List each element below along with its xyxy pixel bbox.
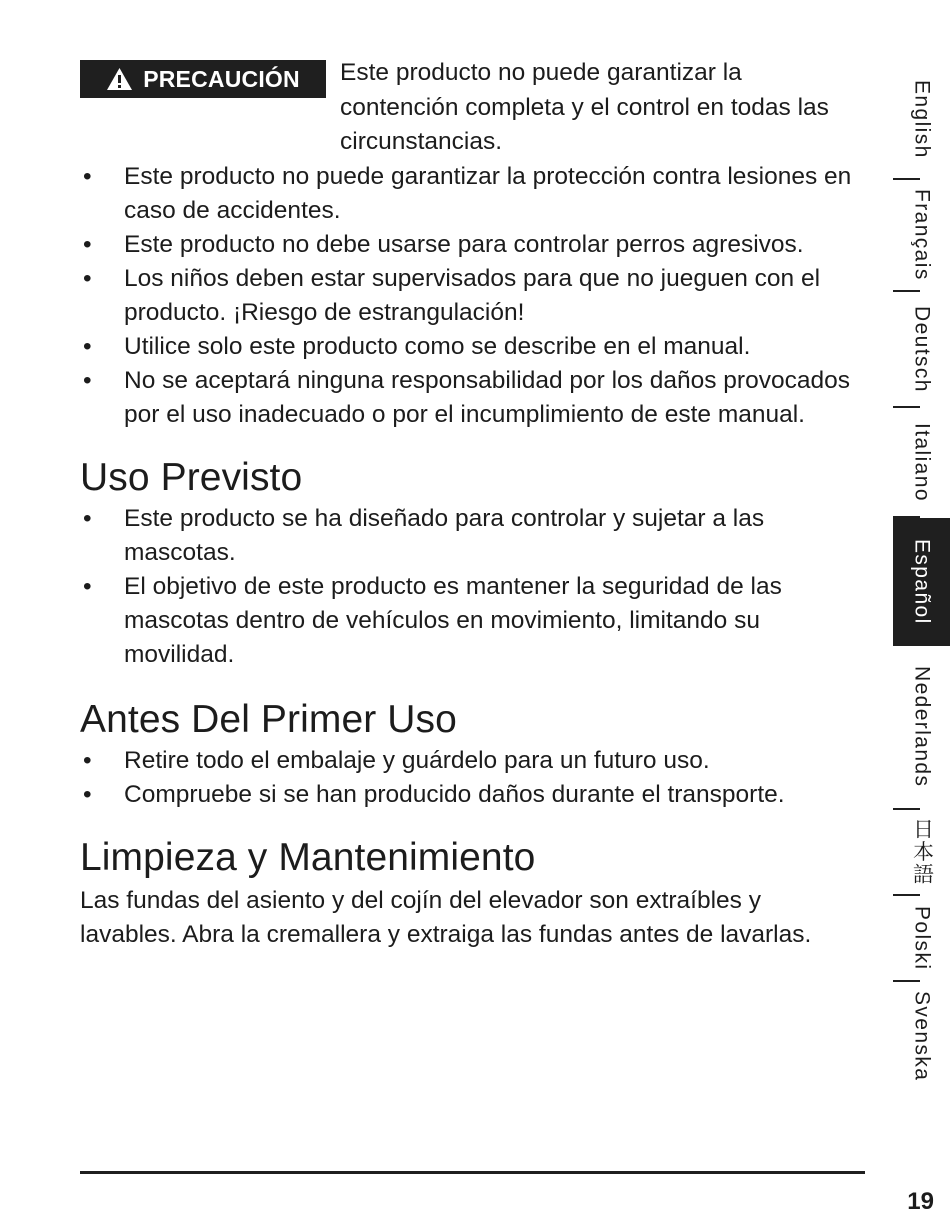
tab-polski[interactable] — [893, 896, 950, 980]
tab-label: English — [910, 79, 934, 159]
list-item-text: Utilice solo este producto como se describe en el manual. — [124, 332, 751, 360]
list-item-text: El objetivo de este producto es mantener la seguridad de las mascotas dentro de vehículos en movimiento, limitando su movilidad. — [124, 572, 782, 668]
list-item — [80, 778, 875, 812]
list-item-text: Este producto no debe usarse para controlar perros agresivos. — [124, 230, 804, 258]
caution-block — [80, 56, 875, 160]
tab-label: Deutsch — [910, 305, 934, 393]
list-item — [80, 744, 875, 778]
list-item-text: Este producto se ha diseñado para controlar y sujetar a las mascotas. — [124, 504, 765, 566]
language-tabs — [893, 60, 950, 1090]
page-number: 19 — [907, 1188, 934, 1215]
bullet-icon: • — [83, 780, 92, 808]
tab-english[interactable] — [893, 60, 950, 178]
section-heading-limpieza: Limpieza y Mantenimiento — [80, 835, 536, 879]
list-item-text: Compruebe si se han producido daños durante el transporte. — [124, 780, 785, 808]
list-item-text: Este producto no puede garantizar la protección contra lesiones en caso de accidentes. — [124, 162, 852, 224]
tab-francais[interactable] — [893, 180, 950, 290]
list-item — [80, 502, 875, 570]
list-item-text: No se aceptará ninguna responsabilidad por los daños provocados por el uso inadecuado o por el incumplimiento de este manual. — [124, 366, 850, 428]
list-item — [80, 262, 875, 330]
list-item — [80, 160, 875, 228]
tab-label: Nederlands — [910, 666, 934, 788]
tab-label: Français — [910, 189, 934, 281]
limpieza-paragraph: Las fundas del asiento y del cojín del elevador son extraíbles y lavables. Abra la cremallera y extraiga las fundas antes de lavarlas. — [80, 886, 812, 948]
bullet-icon: • — [83, 366, 92, 394]
list-item-text: Retire todo el embalaje y guárdelo para un futuro uso. — [124, 746, 710, 774]
list-item — [80, 570, 875, 672]
caution-label: PRECAUCIÓN — [143, 65, 300, 92]
bullet-icon: • — [83, 230, 92, 258]
list-item — [80, 330, 875, 364]
section-heading-uso-previsto: Uso Previsto — [80, 455, 303, 499]
page-content — [80, 56, 875, 952]
tab-label: Español — [910, 539, 934, 625]
tab-espanol[interactable] — [893, 518, 950, 646]
list-item — [80, 364, 875, 432]
warnings-list — [80, 160, 875, 432]
tab-deutsch[interactable] — [893, 292, 950, 406]
tab-japanese[interactable] — [893, 810, 950, 894]
bullet-icon: • — [83, 746, 92, 774]
bullet-icon: • — [83, 264, 92, 292]
footer-rule — [80, 1171, 865, 1174]
bullet-icon: • — [83, 162, 92, 190]
tab-label: Polski — [910, 905, 934, 971]
bullet-icon: • — [83, 332, 92, 360]
list-item — [80, 228, 875, 262]
section-heading-antes-primer-uso: Antes Del Primer Uso — [80, 697, 457, 741]
list-item-text: Los niños deben estar supervisados para que no jueguen con el producto. ¡Riesgo de estrangulación! — [124, 264, 821, 326]
bullet-icon: • — [83, 504, 92, 532]
tab-label: Italiano — [910, 422, 934, 502]
tab-label: Svenska — [910, 990, 934, 1082]
tab-svenska[interactable] — [893, 982, 950, 1090]
bullet-icon: • — [83, 572, 92, 600]
caution-badge — [80, 60, 326, 98]
warning-triangle-icon — [106, 67, 133, 91]
tab-nederlands[interactable] — [893, 646, 950, 808]
tab-label: 日本語 — [910, 818, 934, 886]
uso-previsto-list — [80, 502, 875, 672]
antes-primer-uso-list — [80, 744, 875, 812]
tab-italiano[interactable] — [893, 408, 950, 516]
caution-text: Este producto no puede garantizar la contención completa y el control en todas las circunstancias. — [340, 59, 829, 155]
